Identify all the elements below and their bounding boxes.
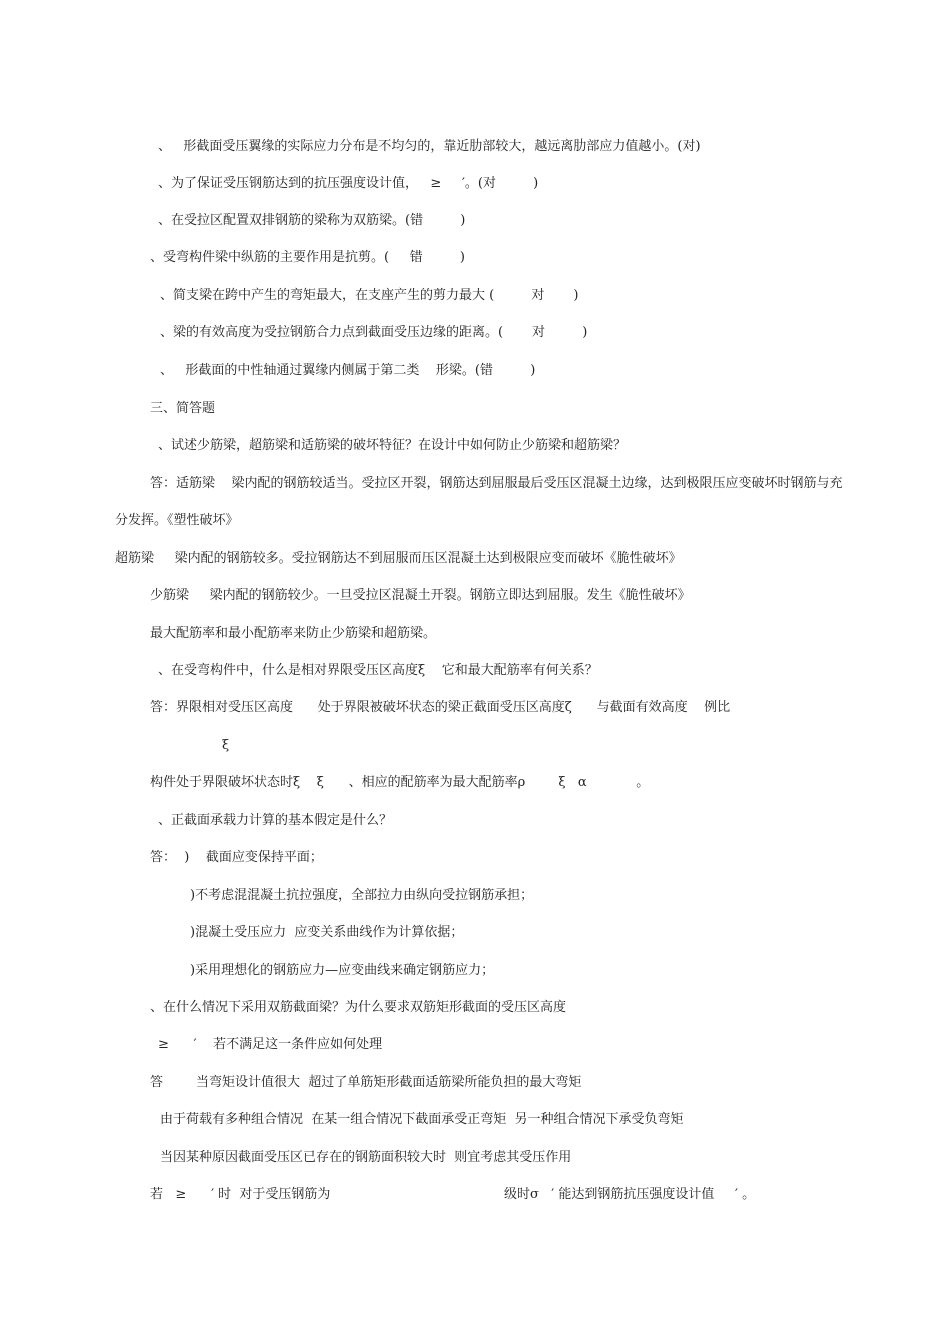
true-false-item-2: 、为了保证受压钢筋达到的抗压强度设计值， ≥ ′。(对 ) [158, 176, 539, 191]
true-false-item-6: 、梁的有效高度为受拉钢筋合力点到截面受压边缘的距离。( 对 ) [160, 325, 588, 340]
answer-4-line-2: 由于荷载有多种组合情况 在某一组合情况下截面承受正弯矩 另一种组合情况下承受负弯矩 [160, 1112, 684, 1127]
section-heading: 三、简答题 [150, 401, 216, 416]
answer-2-line-1: 答：界限相对受压区高度 处于界限被破坏状态的梁正截面受压区高度ζ 与截面有效高度 例比 [150, 700, 731, 715]
question-4-line-1: 、在什么情况下采用双筋截面梁？为什么要求双筋矩形截面的受压区高度 [150, 1000, 567, 1015]
true-false-item-1: 、 形截面受压翼缘的实际应力分布是不均匀的，靠近肋部较大，越远离肋部应力值越小。(对) [158, 139, 701, 154]
answer-3-line-3: )混凝土受压应力 应变关系曲线作为计算依据； [190, 925, 464, 940]
question-4-line-2: ≥ ′ 若不满足这一条件应如何处理 [158, 1037, 383, 1052]
question-3: 、正截面承载力计算的基本假定是什么？ [158, 813, 393, 828]
question-1: 、试述少筋梁，超筋梁和适筋梁的破坏特征？在设计中如何防止少筋梁和超筋梁？ [158, 438, 627, 453]
answer-4-line-1: 答 当弯矩设计值很大 超过了单筋矩形截面适筋梁所能负担的最大弯矩 [150, 1075, 582, 1090]
answer-4-line-3: 当因某种原因截面受压区已存在的钢筋面积较大时 则宜考虑其受压作用 [160, 1150, 572, 1165]
answer-3-line-4: )采用理想化的钢筋应力—应变曲线来确定钢筋应力； [190, 963, 495, 978]
answer-2-symbol: ξ [222, 738, 230, 753]
answer-3-line-2: )不考虑混混凝土抗拉强度，全部拉力由纵向受拉钢筋承担； [190, 888, 534, 903]
answer-3-line-1: 答： ) 截面应变保持平面； [150, 850, 323, 865]
answer-1-line-4: 少筋梁 梁内配的钢筋较少。一旦受拉区混凝土开裂。钢筋立即达到屈服。发生《脆性破坏》 [150, 588, 691, 603]
true-false-item-7: 、 形截面的中性轴通过翼缘内侧属于第二类 形梁。(错 ) [160, 363, 536, 378]
answer-4-line-4: 若 ≥ ′ 时 对于受压钢筋为 级时σ ′ 能达到钢筋抗压强度设计值 ′ 。 [150, 1187, 756, 1202]
answer-1-line-3: 超筋梁 梁内配的钢筋较多。受拉钢筋达不到屈服而压区混凝土达到极限应变而破坏《脆性破坏》 [115, 551, 682, 566]
question-2: 、在受弯构件中，什么是相对界限受压区高度ξ 它和最大配筋率有何关系？ [158, 663, 598, 678]
answer-1-line-5: 最大配筋率和最小配筋率来防止少筋梁和超筋梁。 [150, 626, 437, 641]
true-false-item-3: 、在受拉区配置双排钢筋的梁称为双筋梁。(错 ) [158, 213, 466, 228]
true-false-item-4: 、受弯构件梁中纵筋的主要作用是抗剪。( 错 ) [150, 250, 465, 265]
true-false-item-5: 、简支梁在跨中产生的弯矩最大，在支座产生的剪力最大 ( 对 ) [160, 288, 579, 303]
answer-1-line-2: 分发挥。《塑性破坏》 [115, 513, 239, 528]
answer-1-line-1: 答：适筋梁 梁内配的钢筋较适当。受拉区开裂，钢筋达到屈服最后受压区混凝土边缘，达到极限压应变破坏时钢筋与充 [150, 476, 843, 491]
answer-2-line-2: 构件处于界限破坏状态时ξ ξ 、相应的配筋率为最大配筋率ρ ξ α 。 [150, 775, 650, 790]
